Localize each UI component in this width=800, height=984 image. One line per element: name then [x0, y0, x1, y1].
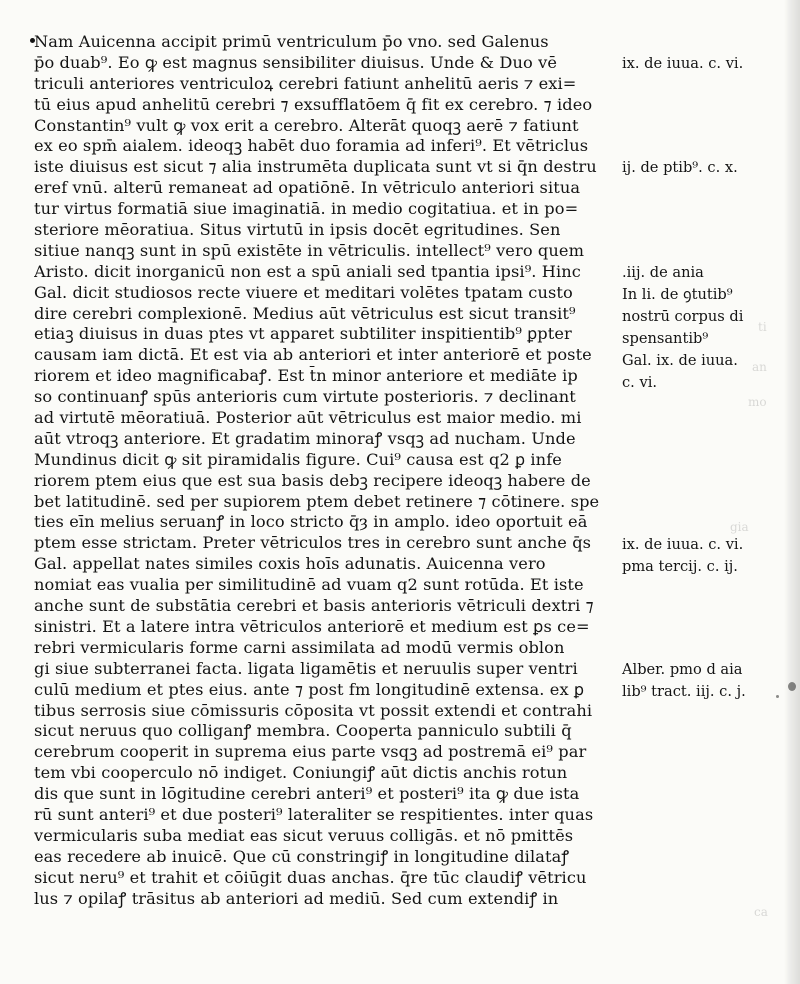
margin-note-line: Gal. ix. de iuua.	[622, 351, 738, 369]
text-line: rebri vermicularis forme carni assimilata ad modū vermis oblon	[34, 637, 565, 657]
text-line: tibus serrosis siue cōmissuris cōposita vt possit extendi et contrahi	[34, 700, 593, 720]
margin-note-line: c. vi.	[622, 373, 658, 391]
ink-speck	[776, 695, 779, 698]
text-line: ties eīn melius seruanꝭ in loco stricto q̄ȝ in amplo. ideo oportuit eā	[34, 512, 588, 532]
text-line: etiaꝫ diuisus in duas ptes vt apparet subtiliter inspitientib⁹ ꝑpter	[34, 324, 572, 344]
text-line: eas recedere ab inuicē. Que cū constringiꝭ in longitudine dilataꝭ	[34, 846, 570, 866]
bleed-through-text: gia	[730, 520, 749, 534]
text-line: nomiat eas vualia per similitudinē ad vuam q2 sunt rotūda. Et iste	[34, 575, 584, 595]
text-line: anche sunt de substātia cerebri et basis anterioris vētriculi dextri ⁊	[34, 596, 594, 616]
bleed-through-text: mo	[748, 395, 767, 409]
text-line: Mundinus dicit ꝙ sit piramidalis figure. Cui⁹ causa est q2 ꝑ infe	[34, 449, 562, 469]
text-line: tem vbi cooperculo nō indiget. Coniungiꝭ aūt dictis anchis rotun	[34, 763, 568, 783]
text-line: sicut neruus quo colliganꝭ membra. Cooperta panniculo subtili q̄	[34, 721, 572, 741]
margin-note-line: ij. de ptib⁹. c. x.	[622, 159, 738, 177]
ink-speck	[788, 682, 796, 691]
text-line: tū eius apud anhelitū cerebri ⁊ exsufflatōem q̄ fit ex cerebro. ⁊ ideo	[34, 94, 593, 114]
margin-note-line: ix. de iuua. c. vi.	[622, 54, 744, 72]
margin-note-line: pma tercij. c. ij.	[622, 557, 738, 575]
bleed-through-text: ti	[758, 320, 767, 334]
text-line: steriore mēoratiua. Situs virtutū in ipsis docēt egritudines. Sen	[34, 220, 561, 240]
text-line: Gal. appellat nates similes coxis hoīs adunatis. Auicenna vero	[34, 554, 546, 574]
text-line: iste diuisus est sicut ⁊ alia instrumēta duplicata sunt vt si q̄n destru	[34, 157, 597, 177]
text-line: bet latitudinē. sed per supiorem ptem debet retinere ⁊ cōtinere. spe	[34, 491, 600, 511]
text-line: Gal. dicit studiosos recte viuere et meditari volētes tpatam custo	[34, 282, 573, 302]
text-line: ad virtutē mēoratiuā. Posterior aūt vētriculus est maior medio. mi	[34, 408, 582, 428]
text-line: p̄o duab⁹. Eo ꝙ est magnus sensibiliter diuisus. Unde & Duo vē	[34, 52, 558, 72]
text-line: eref vnū. alterū remaneat ad opatiōnē. In vētriculo anteriori situa	[34, 178, 581, 198]
margin-note-line: ix. de iuua. c. vi.	[622, 535, 744, 553]
page-edge-shadow	[784, 0, 800, 984]
text-line: Constantin⁹ vult ꝙ vox erit a cerebro. Alterāt quoqꝫ aerē ⁊ fatiunt	[34, 115, 579, 135]
text-line: dire cerebri complexionē. Medius aūt vētriculus est sicut transit⁹	[34, 303, 576, 323]
text-line: sitiue nanqꝫ sunt in spū existēte in vētriculis. intellect⁹ vero quem	[34, 240, 585, 260]
text-line: cerebrum cooperit in suprema eius parte vsqꝫ ad postremā ei⁹ par	[34, 742, 587, 762]
text-line: gi siue subterranei facta. ligata ligamētis et neruulis super ventri	[34, 658, 578, 678]
margin-note-line: In li. de ꝯtutib⁹	[622, 285, 733, 303]
text-line: tur virtus formatiā siue imaginatiā. in medio cogitatiua. et in po=	[34, 199, 579, 219]
text-line: vermicularis suba mediat eas sicut veruus colligās. et nō pmittēs	[34, 825, 574, 845]
text-line: triculi anteriores ventriculoꝝ cerebri fatiunt anhelitū aeris ⁊ exi=	[34, 73, 577, 93]
text-line: lus ⁊ opilaꝭ trāsitus ab anteriori ad mediū. Sed cum extendiꝭ in	[34, 888, 559, 908]
text-line: riorem ptem eius que est sua basis debꝫ recipere ideoqꝫ habere de	[34, 470, 591, 490]
text-line: Aristo. dicit inorganicū non est a spū aniali sed tpantia ipsi⁹. Hinc	[34, 261, 581, 281]
margin-note-line: Alber. pmo d aia	[622, 661, 743, 678]
text-line: rū sunt anteri⁹ et due posteri⁹ lateraliter se respitientes. inter quas	[34, 804, 594, 824]
text-line: sinistri. Et a latere intra vētriculos anteriorē et medium est ꝑs ce=	[34, 616, 590, 636]
margin-note-line: spensantib⁹	[622, 329, 709, 347]
text-line: dis que sunt in lōgitudine cerebri anteri⁹ et posteri⁹ ita ꝙ due ista	[34, 784, 580, 804]
bleed-through-text: an	[752, 360, 767, 374]
text-line: so continuanꝭ spūs anterioris cum virtute posterioris. ⁊ declinant	[34, 387, 576, 407]
text-line: causam iam dictā. Et est via ab anteriori et inter anteriorē et poste	[34, 345, 592, 365]
bleed-through-text: ca	[754, 905, 768, 919]
main-text-column	[34, 32, 612, 909]
margin-note-line: nostrū corpus di	[622, 307, 744, 325]
text-line: culū medium et ptes eius. ante ⁊ post fm longitudinē extensa. ex ꝑ	[34, 679, 585, 699]
text-line: ex eo spm̄ aialem. ideoqꝫ habēt duo foramia ad inferi⁹. Et vētriclus	[34, 136, 589, 156]
text-line: aūt vtroqꝫ anteriore. Et gradatim minoraꝭ vsqꝫ ad nucham. Unde	[34, 428, 576, 448]
text-line: Nam Auicenna accipit primū ventriculum p̄o vno. sed Galenus	[34, 32, 549, 51]
text-line: ptem esse strictam. Preter vētriculos tres in cerebro sunt anche q̄s	[34, 533, 592, 553]
margin-note-line: lib⁹ tract. iij. c. j.	[622, 683, 746, 700]
text-line: riorem et ideo magnificabaꝭ. Est t̄n minor anteriore et mediāte ip	[34, 366, 578, 386]
text-line: sicut neru⁹ et trahit et cōiūgit duas anchas. q̄re tūc claudiꝭ vētricu	[34, 867, 587, 887]
margin-note-line: .iij. de ania	[622, 263, 704, 281]
